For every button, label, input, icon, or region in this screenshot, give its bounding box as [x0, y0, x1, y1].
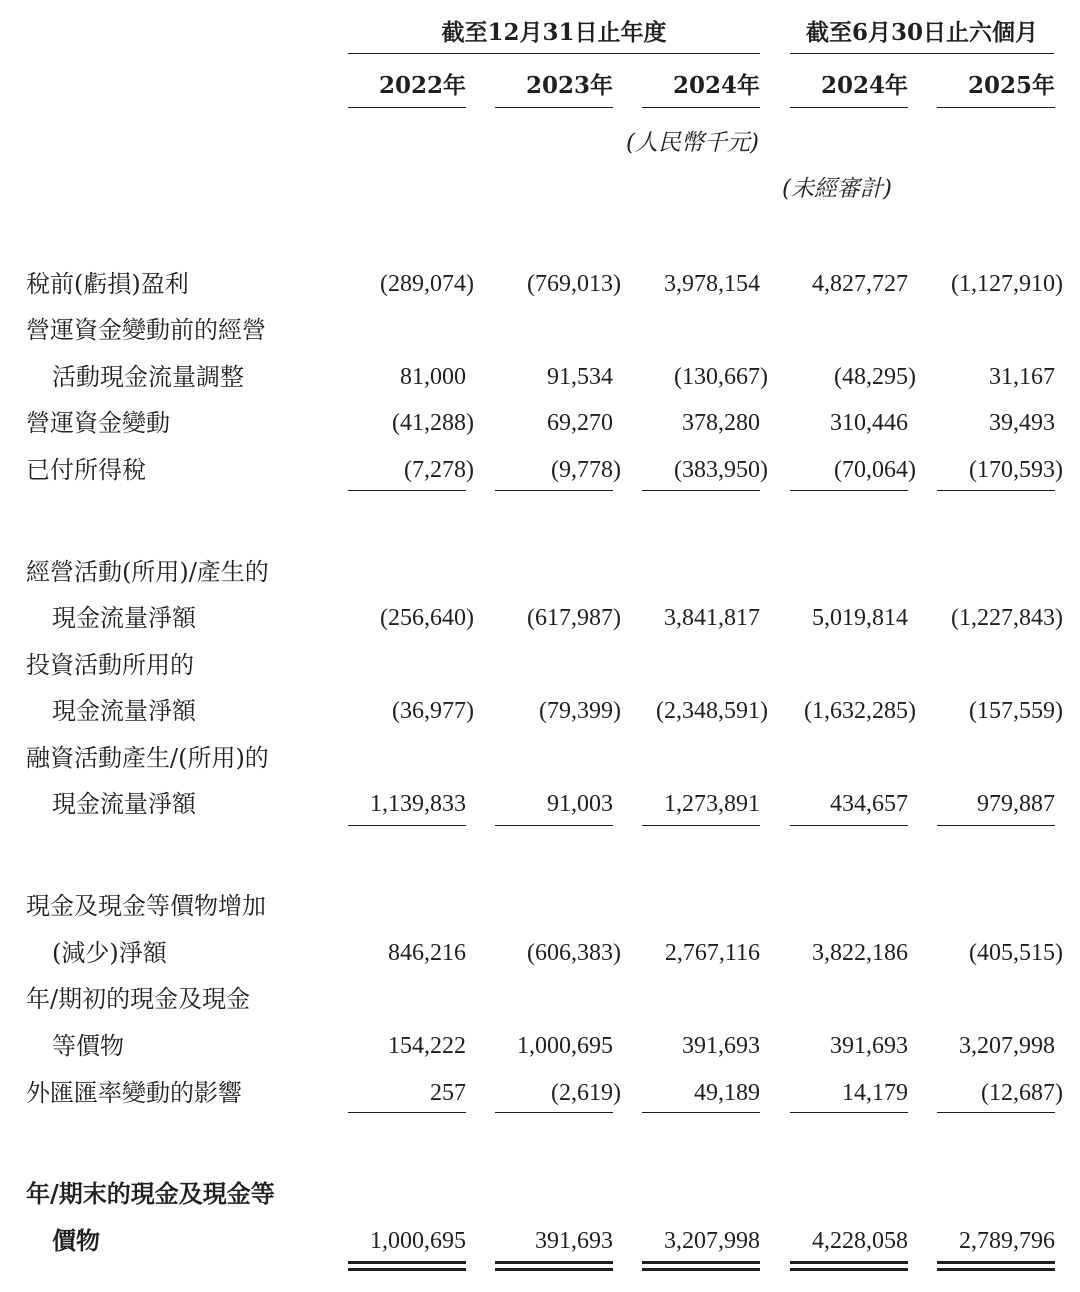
cell-opcash-2025h1: (1,227,843) — [951, 605, 1063, 631]
cell-wc-2024h1: 310,446 — [830, 410, 908, 436]
header-group-annual: 截至12月31日止年度 — [441, 19, 667, 46]
subtotal-rule — [790, 490, 908, 491]
subtotal-rule — [495, 825, 613, 826]
row-label-investing-cash-line2: 現金流量淨額 — [52, 697, 196, 725]
unaudited-note: (未經審計) — [782, 176, 892, 202]
cell-invcash-2025h1: (157,559) — [969, 698, 1063, 724]
subtotal-rule — [348, 490, 466, 491]
row-label-operating-adjust-line2: 活動現金流量調整 — [52, 363, 244, 391]
cell-opadj-2025h1: 31,167 — [989, 364, 1055, 390]
subtotal-rule — [642, 1112, 760, 1113]
cell-opadj-2024: (130,667) — [674, 364, 768, 390]
cell-opcash-2024h1: 5,019,814 — [812, 605, 908, 631]
row-label-operating-cash-line1: 經營活動(所用)/產生的 — [26, 558, 269, 586]
cell-opadj-2023: 91,534 — [547, 364, 613, 390]
row-label-fx-effect: 外匯匯率變動的影響 — [26, 1079, 242, 1107]
total-double-rule — [348, 1261, 466, 1271]
row-label-investing-cash-line1: 投資活動所用的 — [26, 651, 194, 679]
cell-closing-2025h1: 2,789,796 — [959, 1228, 1055, 1254]
cell-netchange-2022: 846,216 — [388, 940, 466, 966]
cell-pretax-2024h1: 4,827,727 — [812, 271, 908, 297]
cell-fx-2024h1: 14,179 — [842, 1080, 908, 1106]
cell-closing-2022: 1,000,695 — [370, 1228, 466, 1254]
header-group-rule-annual — [348, 53, 760, 54]
cell-tax-2025h1: (170,593) — [969, 457, 1063, 483]
cell-tax-2024h1: (70,064) — [834, 457, 916, 483]
subtotal-rule — [790, 825, 908, 826]
cell-opening-2025h1: 3,207,998 — [959, 1033, 1055, 1059]
subtotal-rule — [937, 1112, 1055, 1113]
row-label-closing-cash-line2: 價物 — [52, 1226, 100, 1255]
subtotal-rule — [495, 490, 613, 491]
cell-netchange-2024: 2,767,116 — [664, 940, 760, 966]
year-header-2023: 2023年 — [525, 72, 613, 99]
row-label-financing-cash-line1: 融資活動產生/(所用)的 — [26, 744, 269, 772]
year-header-2025: 2025年 — [967, 72, 1055, 99]
subtotal-rule — [642, 825, 760, 826]
cell-closing-2024h1: 4,228,058 — [812, 1228, 908, 1254]
year-rule — [348, 107, 466, 108]
total-double-rule — [790, 1261, 908, 1271]
header-group-interim: 截至6月30日止六個月 — [805, 19, 1038, 46]
cell-invcash-2022: (36,977) — [392, 698, 474, 724]
cell-invcash-2024h1: (1,632,285) — [804, 698, 916, 724]
cell-fincash-2022: 1,139,833 — [370, 791, 466, 817]
subtotal-rule — [937, 490, 1055, 491]
subtotal-rule — [937, 825, 1055, 826]
cell-wc-2025h1: 39,493 — [989, 410, 1055, 436]
subtotal-rule — [790, 1112, 908, 1113]
subtotal-rule — [495, 1112, 613, 1113]
subtotal-rule — [348, 825, 466, 826]
row-label-pretax-profit: 稅前(虧損)盈利 — [26, 270, 189, 298]
cell-wc-2023: 69,270 — [547, 410, 613, 436]
cell-closing-2023: 391,693 — [535, 1228, 613, 1254]
cell-opening-2022: 154,222 — [388, 1033, 466, 1059]
year-rule — [790, 107, 908, 108]
cell-fx-2025h1: (12,687) — [981, 1080, 1063, 1106]
cell-tax-2024: (383,950) — [674, 457, 768, 483]
cell-netchange-2024h1: 3,822,186 — [812, 940, 908, 966]
row-label-opening-cash-line2: 等價物 — [52, 1032, 124, 1060]
year-header-2022: 2022年 — [378, 72, 466, 99]
cell-fincash-2024h1: 434,657 — [830, 791, 908, 817]
cell-netchange-2025h1: (405,515) — [969, 940, 1063, 966]
year-header-2024-annual: 2024年 — [672, 72, 760, 99]
row-label-financing-cash-line2: 現金流量淨額 — [52, 790, 196, 818]
cell-pretax-2023: (769,013) — [527, 271, 621, 297]
row-label-closing-cash-line1: 年/期末的現金及現金等 — [26, 1179, 275, 1208]
cell-fx-2023: (2,619) — [551, 1080, 621, 1106]
cell-fx-2022: 257 — [430, 1080, 466, 1106]
row-label-opening-cash-line1: 年/期初的現金及現金 — [26, 985, 251, 1013]
year-rule — [642, 107, 760, 108]
cell-pretax-2022: (289,074) — [380, 271, 474, 297]
cell-tax-2023: (9,778) — [551, 457, 621, 483]
cell-opening-2024h1: 391,693 — [830, 1033, 908, 1059]
total-double-rule — [495, 1261, 613, 1271]
row-label-net-change-line2: (減少)淨額 — [52, 939, 167, 967]
cell-opcash-2024: 3,841,817 — [664, 605, 760, 631]
total-double-rule — [642, 1261, 760, 1271]
cell-wc-2024: 378,280 — [682, 410, 760, 436]
row-label-operating-cash-line2: 現金流量淨額 — [52, 604, 196, 632]
year-header-2024-interim: 2024年 — [820, 72, 908, 99]
cell-opening-2024: 391,693 — [682, 1033, 760, 1059]
header-group-rule-interim — [790, 53, 1054, 54]
cell-opening-2023: 1,000,695 — [517, 1033, 613, 1059]
cell-opadj-2024h1: (48,295) — [834, 364, 916, 390]
cell-fincash-2024: 1,273,891 — [664, 791, 760, 817]
cell-opadj-2022: 81,000 — [400, 364, 466, 390]
year-rule — [937, 107, 1055, 108]
cell-opcash-2023: (617,987) — [527, 605, 621, 631]
cell-closing-2024: 3,207,998 — [664, 1228, 760, 1254]
cell-invcash-2024: (2,348,591) — [656, 698, 768, 724]
unit-note: (人民幣千元) — [626, 130, 759, 156]
subtotal-rule — [348, 1112, 466, 1113]
cell-tax-2022: (7,278) — [404, 457, 474, 483]
cell-opcash-2022: (256,640) — [380, 605, 474, 631]
row-label-operating-adjust-line1: 營運資金變動前的經營 — [26, 316, 266, 344]
row-label-income-tax-paid: 已付所得稅 — [26, 456, 146, 484]
row-label-net-change-line1: 現金及現金等價物增加 — [26, 892, 266, 920]
cell-fincash-2025h1: 979,887 — [977, 791, 1055, 817]
cell-fx-2024: 49,189 — [694, 1080, 760, 1106]
cell-netchange-2023: (606,383) — [527, 940, 621, 966]
cell-fincash-2023: 91,003 — [547, 791, 613, 817]
cell-pretax-2025h1: (1,127,910) — [951, 271, 1063, 297]
year-rule — [495, 107, 613, 108]
cell-invcash-2023: (79,399) — [539, 698, 621, 724]
subtotal-rule — [642, 490, 760, 491]
total-double-rule — [937, 1261, 1055, 1271]
row-label-working-capital: 營運資金變動 — [26, 409, 170, 437]
cell-pretax-2024: 3,978,154 — [664, 271, 760, 297]
cell-wc-2022: (41,288) — [392, 410, 474, 436]
